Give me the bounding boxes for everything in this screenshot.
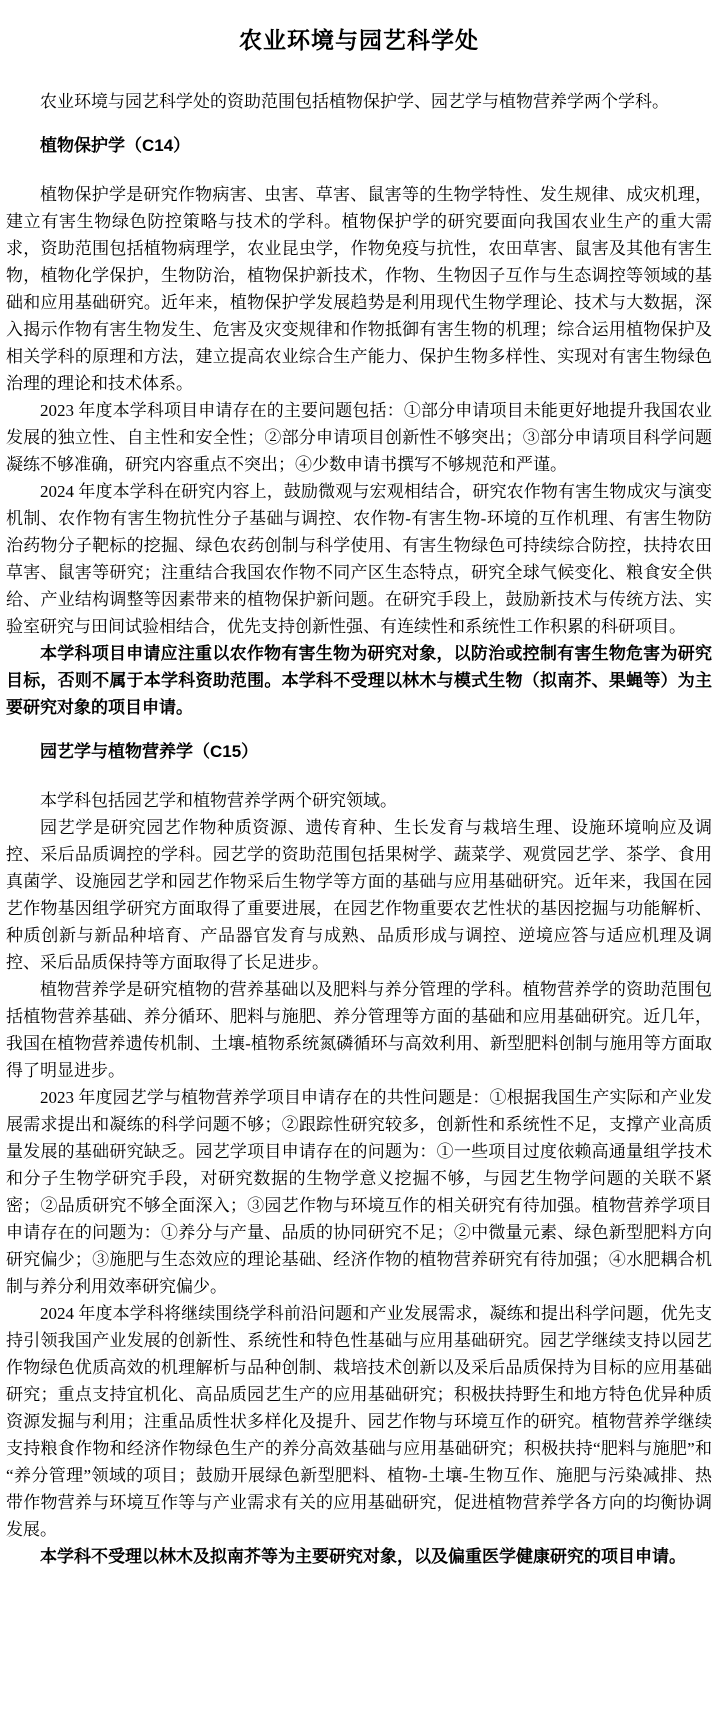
c14-paragraph-overview: 植物保护学是研究作物病害、虫害、草害、鼠害等的生物学特性、发生规律、成灾机理，建立有害生物绿色防控策略与技术的学科。植物保护学的研究要面向我国农业生产的重大需求，资助范围包括植物病理学，农业昆虫学，作物免疫与抗性，农田草害、鼠害及其他有害生物，植物化学保护，生物防治，植物保护新技术，作物、生物因子互作与生态调控等领域的基础和应用基础研究。近年来，植物保护学发展趋势是利用现代生物学理论、技术与大数据，深入揭示作物有害生物发生、危害及灾变规律和作物抵御有害生物的机理；综合运用植物保护及相关学科的原理和方法，建立提高农业综合生产能力、保护生物多样性、实现对有害生物绿色治理的理论和技术体系。 [6,185,712,393]
section-c15 [6,741,712,1570]
c15-paragraph-scope: 本学科包括园艺学和植物营养学两个研究领域。 [40,791,397,810]
c14-paragraph-restrictions: 本学科项目申请应注重以农作物有害生物为研究对象，以防治或控制有害生物危害为研究目标，否则不属于本学科资助范围。本学科不受理以林木与模式生物（拟南芥、果蝇等）为主要研究对象的项目申请。 [6,644,712,717]
section-c14 [6,135,712,721]
section-heading-c14: 植物保护学（C14） [40,136,191,155]
c15-paragraph-plant-nutrition: 植物营养学是研究植物的营养基础以及肥料与养分管理的学科。植物营养学的资助范围包括植物营养基础、养分循环、肥料与施肥、养分管理等方面的基础和应用基础研究。近几年，我国在植物营养遗传机制、土壤-植物系统氮磷循环与高效利用、新型肥料创制与施用等方面取得了明显进步。 [6,980,712,1080]
c14-paragraph-2023-issues: 2023 年度本学科项目申请存在的主要问题包括：①部分申请项目未能更好地提升我国农业发展的独立性、自主性和安全性；②部分申请项目创新性不够突出；③部分申请项目科学问题凝练不够准确，研究内容重点不突出；④少数申请书撰写不够规范和严谨。 [6,401,712,474]
c15-paragraph-horticulture: 园艺学是研究园艺作物种质资源、遗传育种、生长发育与栽培生理、设施环境响应及调控、采后品质调控的学科。园艺学的资助范围包括果树学、蔬菜学、观赏园艺学、茶学、食用真菌学、设施园艺学和园艺作物采后生物学等方面的基础与应用基础研究。近年来，我国在园艺作物基因组学研究方面取得了重要进展，在园艺作物重要农艺性状的基因挖掘与功能解析、种质创新与新品种培育、产品器官发育与成熟、品质形成与调控、逆境应答与适应机理及调控、采后品质保持等方面取得了长足进步。 [6,818,712,972]
c15-paragraph-restrictions: 本学科不受理以林木及拟南芥等为主要研究对象，以及偏重医学健康研究的项目申请。 [40,1547,686,1566]
c14-paragraph-2024-plan: 2024 年度本学科在研究内容上，鼓励微观与宏观相结合，研究农作物有害生物成灾与演变机制、农作物有害生物抗性分子基础与调控、农作物-有害生物-环境的互作机理、有害生物防治药物分子靶标的挖掘、绿色农药创制与科学使用、有害生物绿色可持续综合防控，扶持农田草害、鼠害等研究；注重结合我国农作物不同产区生态特点，研究全球气候变化、粮食安全供给、产业结构调整等因素带来的植物保护新问题。在研究手段上，鼓励新技术与传统方法、实验室研究与田间试验相结合，优先支持创新性强、有连续性和系统性工作积累的科研项目。 [6,482,712,636]
c15-paragraph-2024-plan: 2024 年度本学科将继续围绕学科前沿问题和产业发展需求，凝练和提出科学问题，优先支持引领我国产业发展的创新性、系统性和特色性基础与应用基础研究。园艺学继续支持以园艺作物绿色优质高效的机理解析与品种创制、栽培技术创新以及采后品质保持为目标的应用基础研究；重点支持宜机化、高品质园艺生产的应用基础研究；积极扶持野生和地方特色优异种质资源发掘与利用；注重品质性状多样化及提升、园艺作物与环境互作的研究。植物营养学继续支持粮食作物和经济作物绿色生产的养分高效基础与应用基础研究；积极扶持“肥料与施肥”和“养分管理”领域的项目；鼓励开展绿色新型肥料、植物-土壤-生物互作、施肥与污染减排、热带作物营养与环境互作等与产业需求有关的应用基础研究，促进植物营养学各方向的均衡协调发展。 [6,1304,712,1539]
section-heading-c15: 园艺学与植物营养学（C15） [40,742,259,761]
page-title: 农业环境与园艺科学处 [239,27,479,53]
c15-paragraph-2023-issues: 2023 年度园艺学与植物营养学项目申请存在的共性问题是：①根据我国生产实际和产业发展需求提出和凝练的科学问题不够；②跟踪性研究较多，创新性和系统性不足，支撑产业高质量发展的基础研究缺乏。园艺学项目申请存在的问题为：①一些项目过度依赖高通量组学技术和分子生物学研究手段，对研究数据的生物学意义挖掘不够，与园艺生物学问题的关联不紧密；②品质研究不够全面深入；③园艺作物与环境互作的相关研究有待加强。植物营养学项目申请存在的问题为：①养分与产量、品质的协同研究不足；②中微量元素、绿色新型肥料方向研究偏少；③施肥与生态效应的理论基础、经济作物的植物营养研究有待加强；④水肥耦合机制与养分利用效率研究偏少。 [6,1088,712,1296]
intro-paragraph: 农业环境与园艺科学处的资助范围包括植物保护学、园艺学与植物营养学两个学科。 [40,92,669,111]
